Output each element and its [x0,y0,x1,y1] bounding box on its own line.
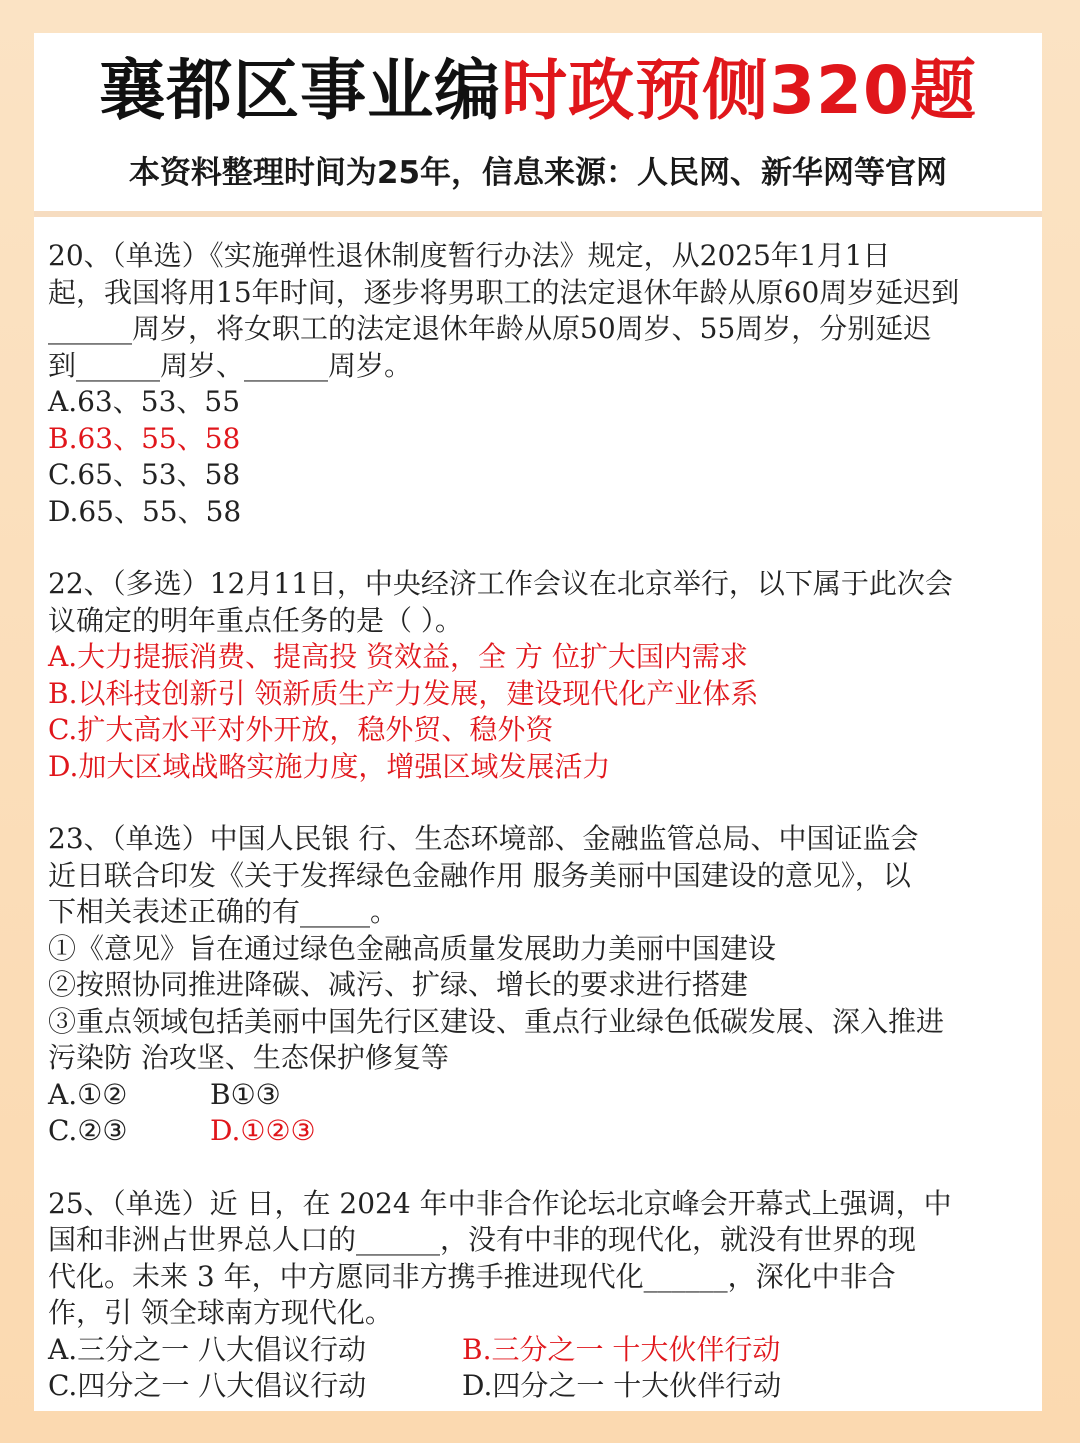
option-a: A.①② [48,1077,128,1111]
page-title [34,51,1042,131]
question-text-line: 23、（单选）中国人民银 行、生态环境部、金融监管总局、中国证监会 [48,822,919,855]
question-23 [48,821,1038,1150]
option-d-correct: D.加大区域战略实施力度，增强区域发展活力 [48,749,611,783]
option-b-correct: B.63、55、58 [48,421,241,455]
title-red-part: 时政预侧320题 [501,52,977,129]
question-text-line: 议确定的明年重点任务的是（ ）。 [48,603,463,637]
option-a: A.63、53、55 [48,385,241,418]
question-text-line: 国和非洲占世界总人口的______，没有中非的现代化，就没有世界的现 [48,1223,917,1256]
statement-2: ②按照协同推进降碳、减污、扩绿、增长的要求进行搭建 [48,968,749,1001]
question-text-line: 代化。未来 3 年，中方愿同非方携手推进现代化______，深化中非合 [48,1259,896,1293]
question-text-line: 近日联合印发《关于发挥绿色金融作用 服务美丽中国建设的意见》，以 [48,858,911,892]
question-text-line: 25、（单选）近 日，在 2024 年中非合作论坛北京峰会开幕式上强调，中 [48,1186,952,1220]
question-text-line: 到______周岁、______周岁。 [48,348,413,382]
question-25 [48,1186,1038,1405]
page-subtitle: 本资料整理时间为25年，信息来源：人民网、新华网等官网 [128,155,948,191]
option-b: B①③ [210,1077,281,1111]
option-d-correct: D.①②③ [210,1114,316,1147]
option-a: A.三分之一 八大倡议行动 [48,1332,367,1366]
question-22 [48,566,1038,785]
header [34,33,1042,215]
option-row [48,1113,1038,1150]
statement-1: ①《意见》旨在通过绿色金融高质量发展助力美丽中国建设 [48,931,777,965]
option-d: D.65、55、58 [48,494,242,528]
option-row [48,1077,1038,1114]
title-black-part: 襄都区事业编 [99,52,502,129]
question-20 [48,238,1038,530]
option-row [48,1332,1038,1369]
question-list [48,238,1038,1441]
option-c-correct: C.扩大高水平对外开放，稳外贸、稳外资 [48,713,554,746]
option-c: C.65、53、58 [48,458,241,491]
header-divider [34,211,1042,217]
question-text-line: 作，引 领全球南方现代化。 [48,1296,393,1329]
option-c: C.②③ [48,1114,128,1147]
statement-3: ③重点领域包括美丽中国先行区建设、重点行业绿色低碳发展、深入推进 [48,1004,945,1038]
question-text-line: 22、（多选）12月11日，中央经济工作会议在北京举行，以下属于此次会 [48,567,953,600]
option-c: C.四分之一 八大倡议行动 [48,1369,367,1402]
question-text-line: ______周岁，将女职工的法定退休年龄从原50周岁、55周岁，分别延迟 [48,312,932,345]
statement-3-continued: 污染防 治攻坚、生态保护修复等 [48,1041,449,1074]
option-a-correct: A.大力提振消费、提高投 资效益，全 方 位扩大国内需求 [48,640,748,673]
option-b-correct: B.以科技创新引 领新质生产力发展，建设现代化产业体系 [48,676,759,710]
document-page [34,33,1042,1411]
question-text-line: 20、（单选）《实施弹性退休制度暂行办法》规定，从2025年1月1日 [48,239,891,272]
option-b-correct: B.三分之一 十大伙伴行动 [462,1332,781,1366]
option-row [48,1368,1038,1405]
question-text-line: 起，我国将用15年时间，逐步将男职工的法定退休年龄从原60周岁延迟到 [48,275,960,309]
question-text-line: 下相关表述正确的有_____。 [48,895,399,928]
option-d: D.四分之一 十大伙伴行动 [462,1369,782,1402]
